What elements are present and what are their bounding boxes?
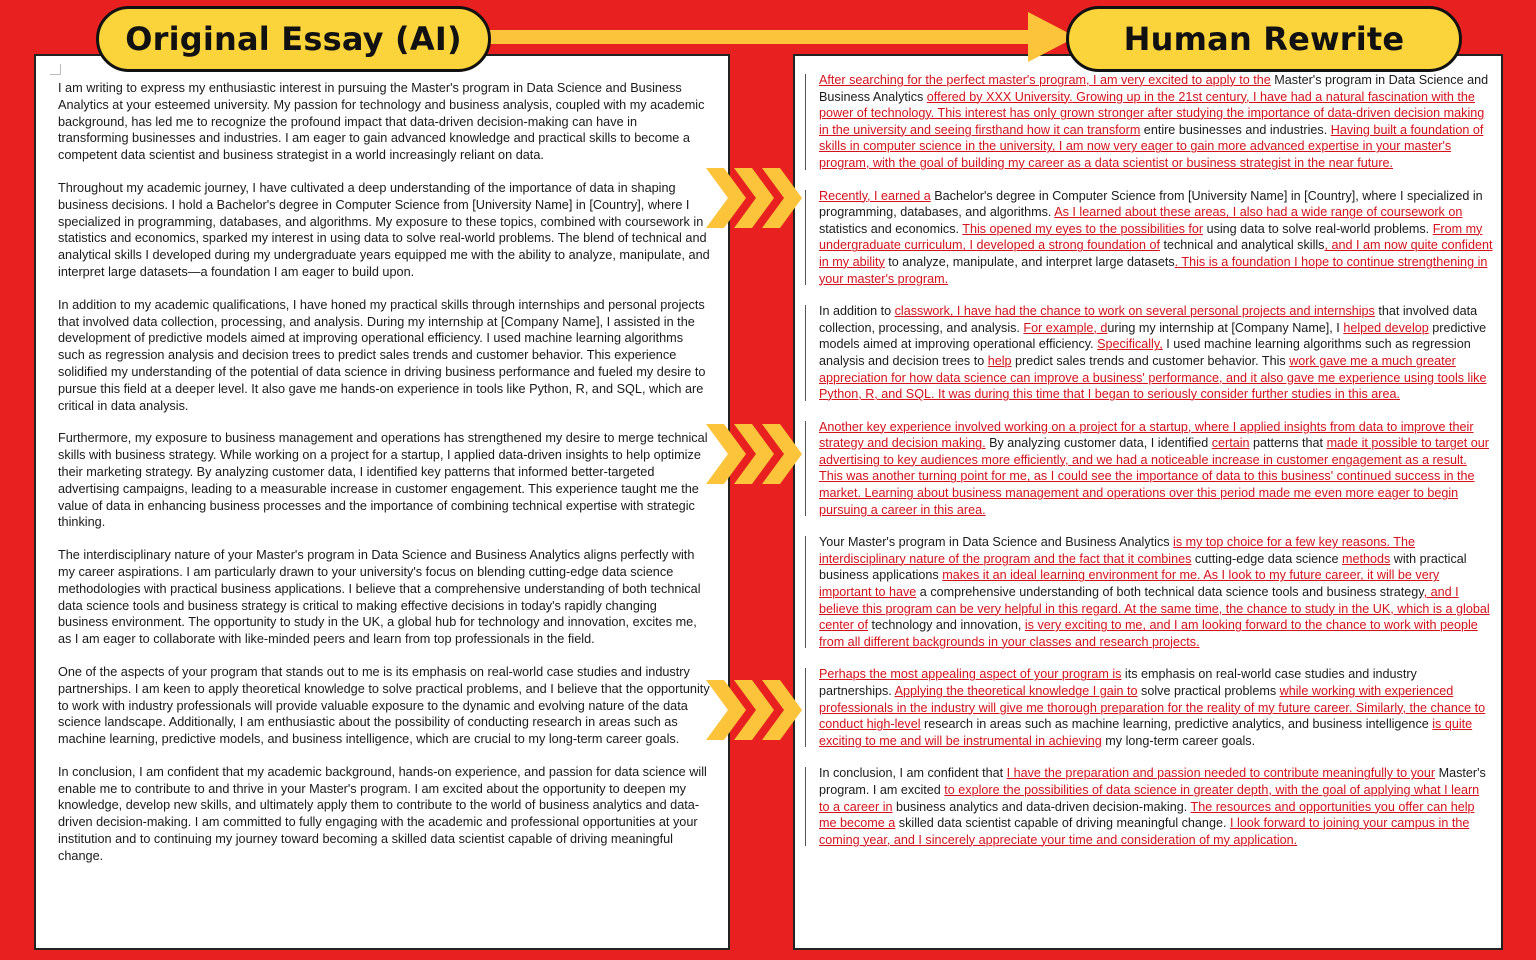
chevron-arrow-icon-3 [706, 680, 806, 740]
rewritten-text-segment: methods [1341, 551, 1391, 566]
kept-text-segment: I used machine learning algorithms such as regression analysis and decision trees to [819, 337, 1471, 368]
original-essay-header: Original Essay (AI) [96, 6, 491, 72]
rewritten-text-segment: I look forward to joining your campus in the coming year, and I sincerely appreciate your time and consideration of my application. [819, 816, 1470, 847]
kept-text-segment: research in areas such as machine learning, predictive analytics, and business intelligence [920, 717, 1433, 732]
human-rewrite-page [793, 54, 1503, 950]
rewritten-text-segment: is quite exciting to me and will be instrumental in achieving [819, 717, 1473, 748]
kept-text-segment: using data to solve real-world problems. [1203, 221, 1433, 236]
rewritten-text-segment: classwork, I have had the chance to work on several personal projects and internships [894, 304, 1375, 319]
rewrite-paragraph-6 [819, 666, 1493, 749]
kept-text-segment: that involved data collection, processing, and analysis. [819, 304, 1478, 335]
rewritten-text-segment: Perhaps the most appealing aspect of your program is [819, 667, 1122, 682]
rewritten-text-segment: certain [1211, 436, 1250, 451]
rewritten-text-segment: For example, d [1023, 320, 1108, 335]
kept-text-segment: entire businesses and industries. [1140, 122, 1331, 137]
kept-text-segment: predictive models aimed at improving operational efficiency. [819, 320, 1487, 352]
rewrite-paragraph-5 [819, 534, 1493, 650]
rewrite-paragraph-2 [819, 188, 1493, 288]
original-paragraph-6: One of the aspects of your program that stands out to me is its emphasis on real-world case studies and industry partnerships. I am keen to apply theoretical knowledge to solve practical problems, and I believe that the opportunity to work with industry professionals will provide valuable exposure to the dynamic and evolving nature of the data science landscape. Additionally, I am enthusiastic about the possibility of conducting research in areas such as machine learning, predictive models, and business intelligence, which are crucial to my long-term career goals. [58, 664, 710, 747]
rewritten-text-segment: Having built a foundation of skills in computer science in the university, I am now very eager to gain more advanced expertise in your master's program, with the goal of building my career as a data scientist or business strategist in the near future. [819, 122, 1484, 170]
chevron-arrow-icon-1 [706, 168, 806, 228]
original-paragraph-3: In addition to my academic qualifications, I have honed my practical skills through internships and personal projects that involved data collection, processing, and analysis. During my internship at [Company Name], I assisted in the development of predictive models aimed at improving operational efficiency. I used machine learning algorithms such as regression analysis and decision trees to predict sales trends and customer behavior. This experience solidified my understanding of the potential of data science in driving business performance and fueled my desire to pursue this field at a deeper level. It also gave me hands-on experience in tools like Python, R, and SQL, which are critical in data analysis. [58, 297, 706, 413]
rewritten-text-segment: I have the preparation and passion needed to contribute meaningfully to your [1006, 766, 1436, 781]
chevron-arrow-icon-2 [706, 424, 806, 484]
original-paragraph-4: Furthermore, my exposure to business management and operations has strengthened my desire to merge technical skills with business strategy. While working on a project for a startup, I applied data-driven insights to help optimize their marketing strategy. By analyzing customer data, I identified key patterns that informed better-targeted advertising campaigns, leading to a measurable increase in customer engagement. This experience taught me the value of data in enhancing business processes and the importance of combining technical expertise with strategic thinking. [58, 431, 708, 530]
kept-text-segment: cutting-edge data science [1191, 551, 1342, 566]
rewrite-paragraph-4 [819, 419, 1493, 519]
kept-text-segment: a comprehensive understanding of both technical data science tools and business strategy [916, 585, 1424, 600]
kept-text-segment: technical and analytical skills [1159, 238, 1325, 253]
rewrite-paragraph-7 [819, 765, 1493, 848]
rewritten-text-segment: . This is a foundation I hope to continue strengthening in your master's program. [819, 254, 1488, 286]
rewritten-text-segment: to explore the possibilities of data science in greater depth, with the goal of applying what I learn to a career in [819, 782, 1480, 814]
rewritten-text-segment: Specifically, [1097, 337, 1163, 352]
rewritten-text-segment: The resources and opportunities you offer can help me become a [819, 799, 1475, 831]
kept-text-segment: In conclusion, I am confident that [819, 766, 1007, 781]
human-rewrite-header: Human Rewrite [1066, 6, 1462, 72]
rewritten-text-segment: helped develop [1343, 320, 1429, 335]
kept-text-segment: Master's program in Data Science and Business Analytics [819, 73, 1489, 104]
rewritten-text-segment: Another key experience involved working on a project for a startup, where I applied insights from data to improve their strategy and decision making. [819, 419, 1474, 451]
rewritten-text-segment: is very exciting to me, and I am looking forward to the chance to work with people from all different backgrounds in your classes and research projects. [819, 618, 1478, 649]
kept-text-segment: its emphasis on real-world case studies and industry partnerships. [819, 667, 1417, 698]
rewritten-text-segment: After searching for the perfect master's program, I am very excited to apply to the [819, 73, 1271, 87]
original-essay-page [34, 54, 730, 950]
rewritten-text-segment: This opened my eyes to the possibilities for [962, 221, 1204, 236]
kept-text-segment: By analyzing customer data, I identified [985, 436, 1212, 451]
kept-text-segment: my long-term career goals. [1101, 733, 1256, 748]
page-corner-mark [50, 64, 61, 75]
kept-text-segment: predict sales trends and customer behavior. This [1011, 353, 1290, 368]
kept-text-segment: technology and innovation, [868, 618, 1025, 633]
rewritten-text-segment: while working with experienced professionals in the industry will give me thorough preparation for the reality of my future career. Similarly, the chance to conduct high-level [819, 684, 1486, 732]
kept-text-segment: patterns that [1249, 436, 1327, 451]
rewrite-paragraph-3 [819, 303, 1493, 403]
kept-text-segment: with practical business applications [819, 551, 1467, 583]
rewritten-text-segment: is my top choice for a few key reasons. The interdisciplinary nature of the program and the fact that it combines [819, 535, 1416, 566]
original-paragraph-7: In conclusion, I am confident that my academic background, hands-on experience, and passion for data science will enable me to contribute to and thrive in your Master's program. I am excited about the opportunity to deepen my knowledge, develop new skills, and ultimately apply them to contribute to the world of business analytics and data-driven decision-making. I am committed to fully engaging with the academic and professional opportunities at your institution and to continuing my journey toward becoming a skilled data scientist capable of driving meaningful change. [58, 764, 707, 863]
kept-text-segment: to analyze, manipulate, and interpret large datasets [884, 254, 1175, 269]
rewritten-text-segment: , and I am now quite confident in my ability [819, 238, 1493, 269]
rewritten-text-segment: As I learned about these areas, I also had a wide range of coursework on [1054, 205, 1463, 220]
rewritten-text-segment: From my undergraduate curriculum, I developed a strong foundation of [819, 221, 1483, 253]
top-arrow-icon [488, 8, 1078, 66]
original-paragraph-1: I am writing to express my enthusiastic interest in pursuing the Master's program in Data Science and Business Analytics at your esteemed university. My passion for technology and business analysis, coupled with my academic background, has led me to recognize the profound impact that data-driven decision-making can have in transforming businesses and industries. I am eager to gain advanced knowledge and practical skills to become a competent data scientist and business strategist in a world increasingly reliant on data. [58, 81, 705, 163]
rewritten-text-segment: help [987, 353, 1012, 368]
kept-text-segment: solve practical problems [1137, 684, 1280, 698]
rewritten-text-segment: makes it an ideal learning environment for me. As I look to my future career, it will be very important to have [819, 568, 1440, 600]
original-paragraph-2: Throughout my academic journey, I have cultivated a deep understanding of the importance of data in shaping business decisions. I hold a Bachelor's degree in Computer Science from [University Name] in [Country], where I specialized in programming, databases, and algorithms. My exposure to these topics, combined with coursework in statistics and economics, sparked my interest in using data to solve real-world problems. The blend of technical and analytical skills I developed during my undergraduate years equipped me with the ability to analyze, manipulate, and interpret large datasets—a foundation I am eager to build upon. [58, 180, 710, 279]
kept-text-segment: uring my internship at [Company Name], I [1107, 320, 1344, 335]
kept-text-segment: Your Master's program in Data Science and Business Analytics [819, 535, 1174, 550]
kept-text-segment: In addition to [819, 304, 895, 319]
rewritten-text-segment: made it possible to target our advertising to key audiences more efficiently, and we had a noticeable increase in customer engagement as a result. This was another turning point for me, as I could see the importance of data to this business' continued success in the market. Learning about business management and operations over this period made me even more eager to begin pursuing a career in this area. [819, 436, 1489, 517]
rewritten-text-segment: Applying the theoretical knowledge I gain to [894, 684, 1138, 698]
rewritten-text-segment: Recently, I earned a [819, 188, 931, 203]
kept-text-segment: Master's program. I am excited [819, 766, 1486, 797]
kept-text-segment: statistics and economics. [819, 221, 963, 236]
kept-text-segment: skilled data scientist capable of driving meaningful change. [895, 816, 1230, 831]
kept-text-segment: business analytics and data-driven decision-making. [892, 799, 1191, 814]
rewritten-text-segment: , and I believe this program can be very helpful in this regard. At the same time, the chance to study in the UK, which is a global center of [819, 585, 1490, 633]
rewritten-text-segment: offered by XXX University. Growing up in the 21st century, I have had a natural fascination with the power of technology. This interest has only grown stronger after studying the importance of data-driven decision making in the university and seeing firsthand how it can transform [819, 89, 1485, 137]
rewritten-text-segment: work gave me a much greater appreciation for how data science can improve a business' performance, and it also gave me experience using tools like Python, R, and SQL. It was during this time that I began to seriously consider further studies in this area. [819, 353, 1487, 402]
kept-text-segment: Bachelor's degree in Computer Science from [University Name] in [Country], where I specialized in programming, databases, and algorithms. [819, 188, 1483, 220]
original-paragraph-5: The interdisciplinary nature of your Master's program in Data Science and Business Analytics aligns perfectly with my career aspirations. I am particularly drawn to your university's focus on blending cutting-edge data science methodologies with practical business applications. I believe that a comprehensive understanding of both technical data science tools and business strategy is critical to making effective decisions in today's rapidly changing business environment. The opportunity to study in the UK, a global hub for technology and innovation, excites me, as I am eager to collaborate with like-minded peers and learn from top professionals in the field. [58, 548, 701, 647]
rewrite-paragraph-1 [819, 72, 1493, 172]
